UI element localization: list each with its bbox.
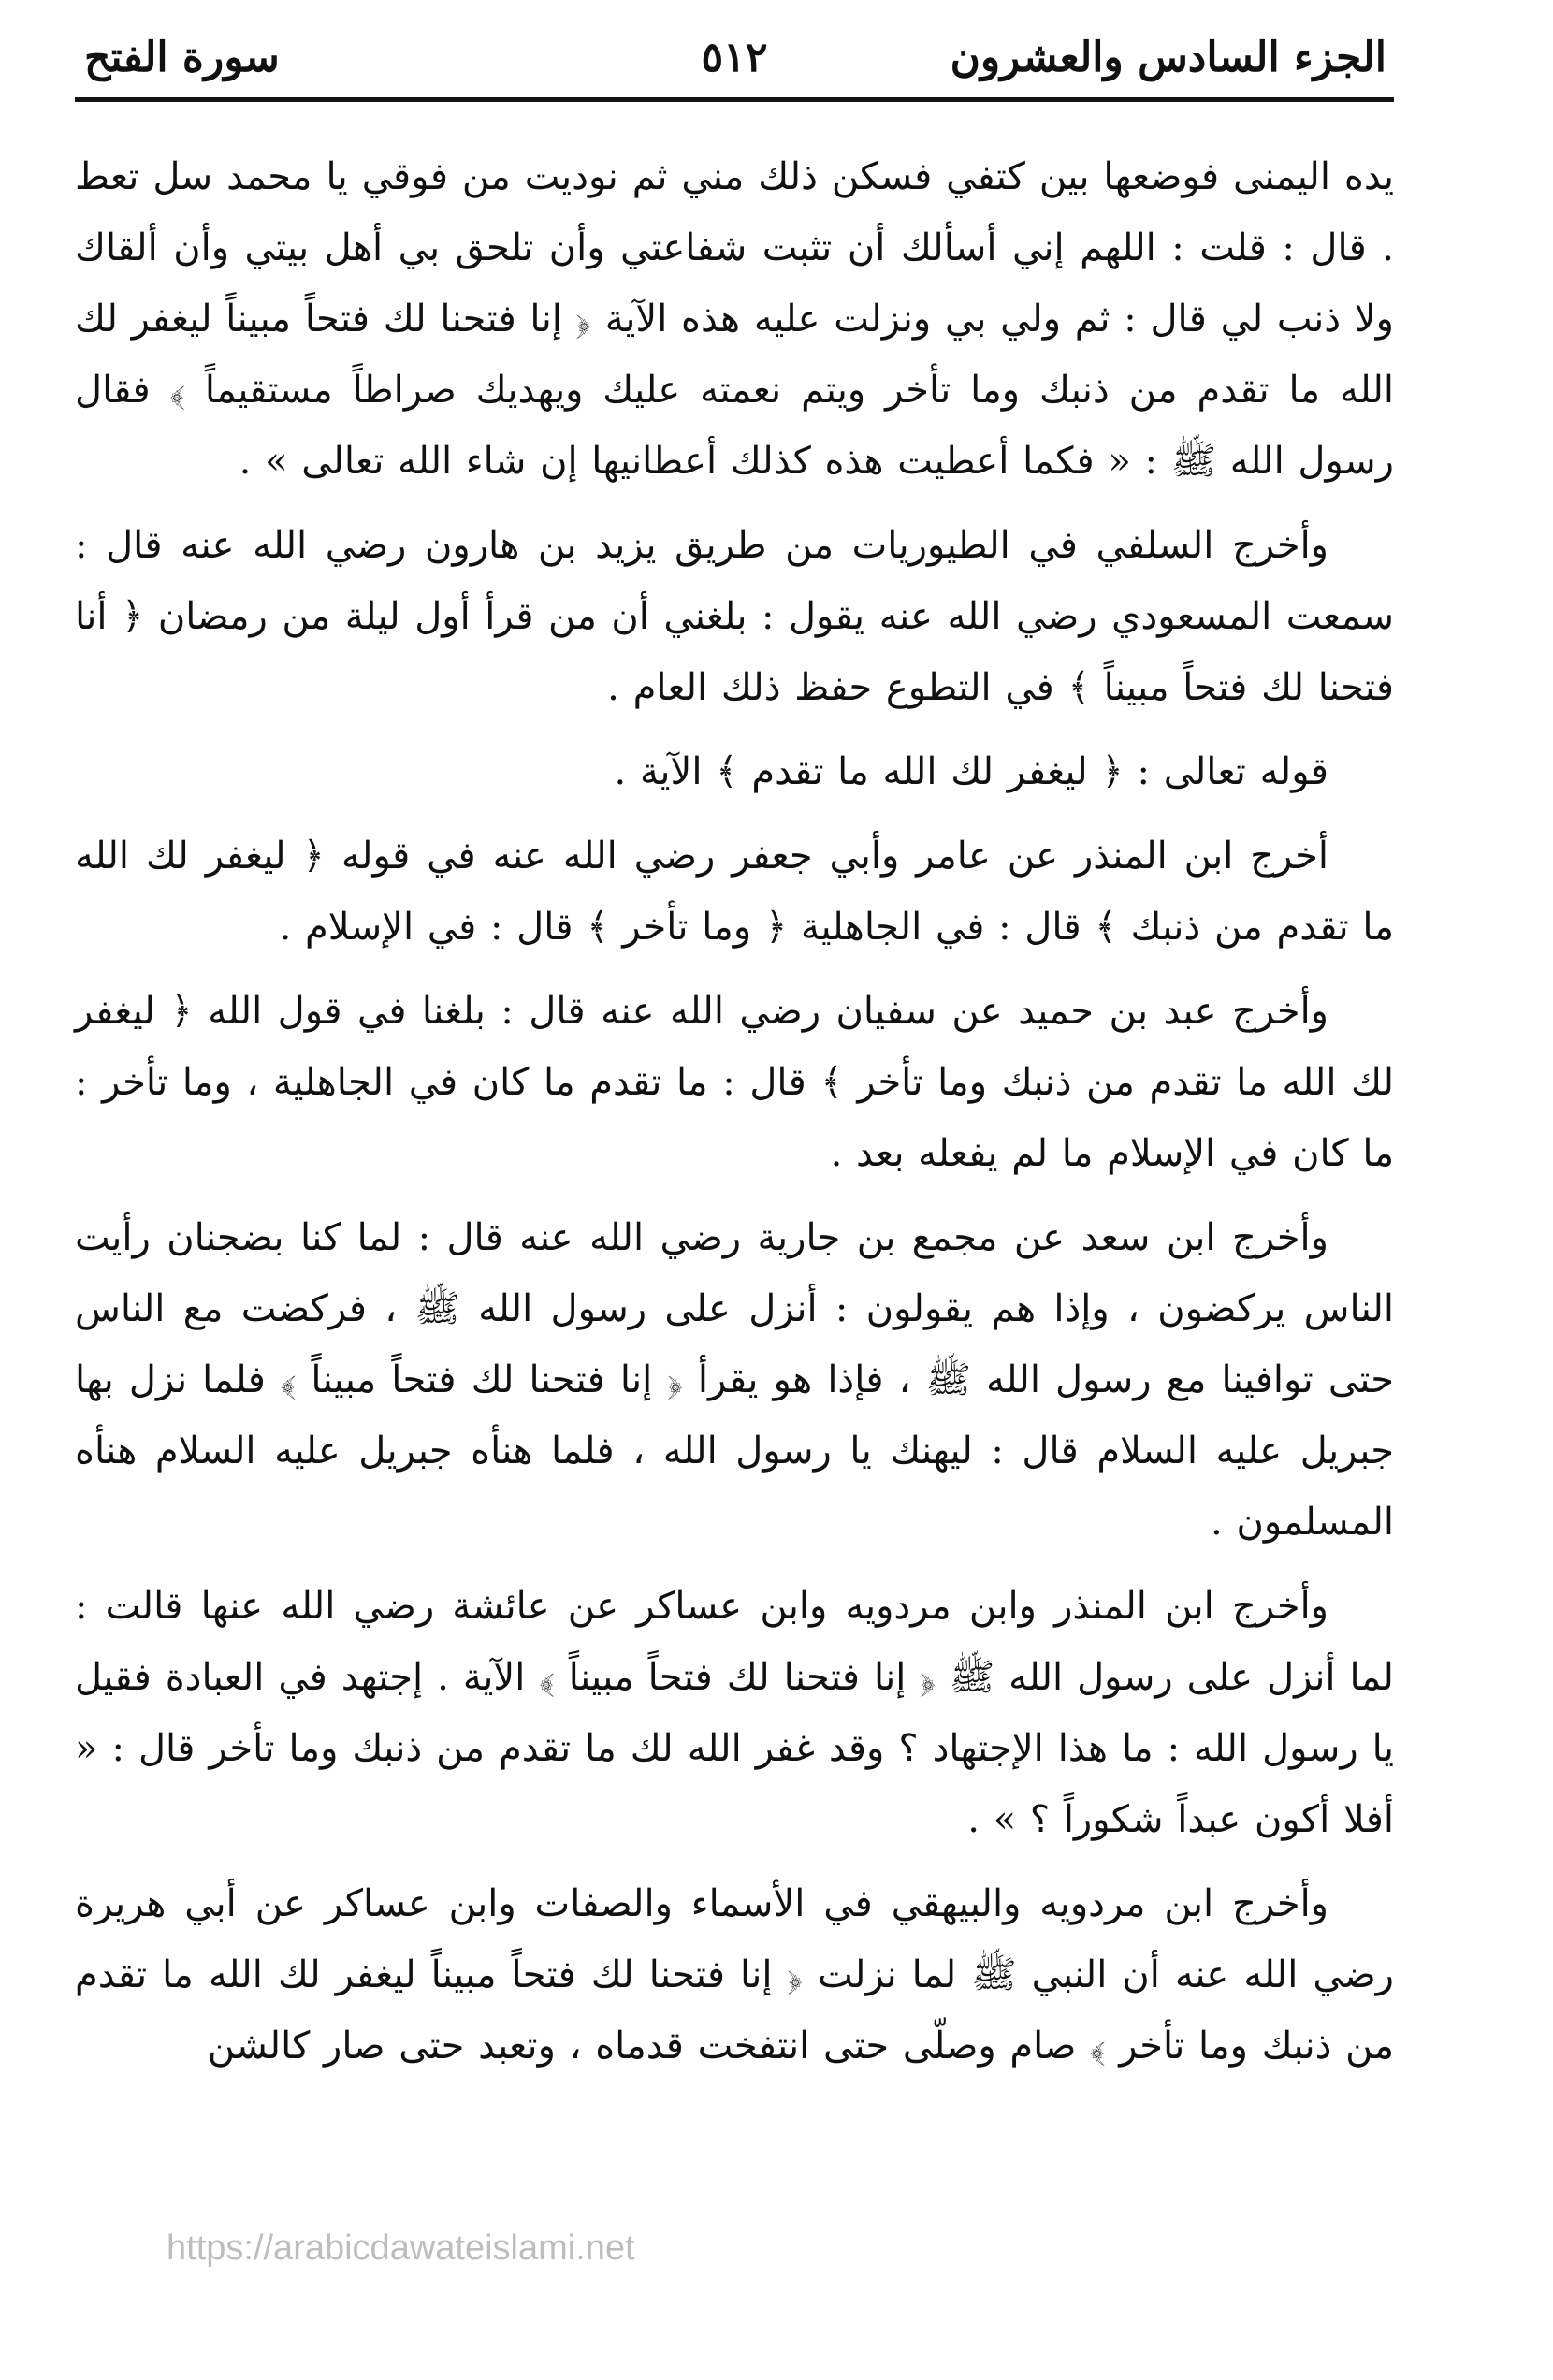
paragraph-8: وأخرج ابن مردويه والبيهقي في الأسماء والصفات وابن عساكر عن أبي هريرة رضي الله عنه أن النبي ﷺ لما نزلت ﴿ إنا فتحنا لك فتحاً مبيناً ليغفر لك الله ما تقدم من ذنبك وما تأخر ﴾ صام وصلّى حتى انتفخت قدماه ، وتعبد حتى صار كالشن	[75, 1882, 1394, 2068]
page-header	[75, 19, 1394, 102]
juz-title: الجزء السادس والعشرون	[950, 34, 1386, 81]
paragraph-1: يده اليمنى فوضعها بين كتفي فسكن ذلك مني ثم نوديت من فوقي يا محمد سل تعط . قال : قلت : اللهم إني أسألك أن تثبت شفاعتي وأن تلحق بي أهل بيتي وأن ألقاك ولا ذنب لي قال : ثم ولي بي ونزلت عليه هذه الآية ﴿ إنا فتحنا لك فتحاً مبيناً ليغفر لك الله ما تقدم من ذنبك وما تأخر ويتم نعمته عليك ويهديك صراطاً مستقيماً ﴾ فقال رسول الله ﷺ : « فكما أعطيت هذه كذلك أعطانيها إن شاء الله تعالى » .	[75, 155, 1394, 483]
page-number: ٥١٢	[701, 34, 768, 81]
surah-title: سورة الفتح	[84, 34, 280, 81]
document-page	[75, 19, 1394, 2301]
paragraph-2: وأخرج السلفي في الطيوريات من طريق يزيد بن هارون رضي الله عنه قال : سمعت المسعودي رضي الله عنه يقول : بلغني أن من قرأ أول ليلة من رمضان ﴿ أنا فتحنا لك فتحاً مبيناً ﴾ في التطوع حفظ ذلك العام .	[75, 524, 1394, 709]
paragraph-4: أخرج ابن المنذر عن عامر وأبي جعفر رضي الله عنه في قوله ﴿ ليغفر لك الله ما تقدم من ذنبك ﴾ قال : في الجاهلية ﴿ وما تأخر ﴾ قال : في الإسلام .	[75, 834, 1394, 949]
paragraph-7: وأخرج ابن المنذر وابن مردويه وابن عساكر عن عائشة رضي الله عنها قالت : لما أنزل على رسول الله ﷺ ﴿ إنا فتحنا لك فتحاً مبيناً ﴾ الآية . إجتهد في العبادة فقيل يا رسول الله : ما هذا الإجتهاد ؟ وقد غفر الله لك ما تقدم من ذنبك وما تأخر قال : « أفلا أكون عبداً شكوراً ؟ » .	[75, 1585, 1394, 1841]
paragraph-3: قوله تعالى : ﴿ ليغفر لك الله ما تقدم ﴾ الآية .	[614, 750, 1328, 793]
watermark-url: https://arabicdawateislami.net	[167, 2228, 635, 2268]
paragraph-5: وأخرج عبد بن حميد عن سفيان رضي الله عنه قال : بلغنا في قول الله ﴿ ليغفر لك الله ما تقدم من ذنبك وما تأخر ﴾ قال : ما تقدم ما كان في الجاهلية ، وما تأخر : ما كان في الإسلام ما لم يفعله بعد .	[75, 990, 1394, 1175]
paragraph-6: وأخرج ابن سعد عن مجمع بن جارية رضي الله عنه قال : لما كنا بضجنان رأيت الناس يركضون ، وإذا هم يقولون : أنزل على رسول الله ﷺ ، فركضت مع الناس حتى توافينا مع رسول الله ﷺ ، فإذا هو يقرأ ﴿ إنا فتحنا لك فتحاً مبيناً ﴾ فلما نزل بها جبريل عليه السلام قال : ليهنك يا رسول الله ، فلما هنأه جبريل عليه السلام هنأه المسلمون .	[75, 1216, 1394, 1544]
page-body	[75, 102, 1394, 2082]
